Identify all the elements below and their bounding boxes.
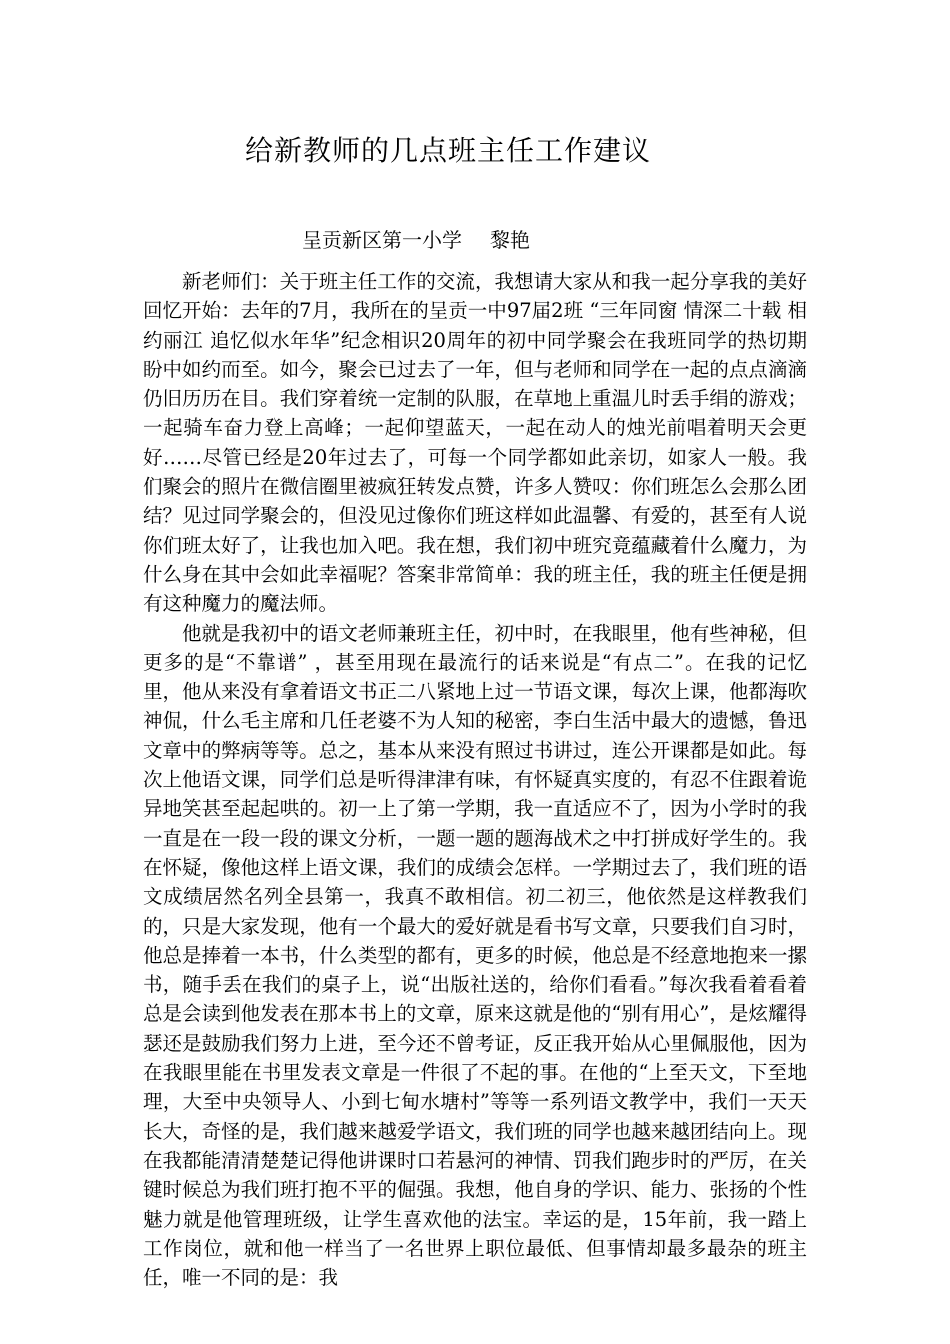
paragraph: 新老师们：关于班主任工作的交流，我想请大家从和我一起分享我的美好回忆开始：去年的7月，我所在的呈贡一中97届2班 “三年同窗 情深二十载 相约丽江 追忆似水年华”纪念相识20周年的初中同学聚会在我班同学的热切期盼中如约而至。如今，聚会已过去了一年，但与老师和同学在一起的点点滴滴仍旧历历在目。我们穿着统一定制的队服，在草地上重温儿时丢手绢的游戏；一起骑车奋力登上高峰；一起仰望蓝天，一起在动人的烛光前唱着明天会更好……尽管已经是20年过去了，可每一个同学都如此亲切，如家人一般。我们聚会的照片在微信圈里被疯狂转发点赞，许多人赞叹：你们班怎么会那么团结？见过同学聚会的，但没见过像你们班这样如此温馨、有爱的，甚至有人说你们班太好了，让我也加入吧。我在想，我们初中班究竟蕴藏着什么魔力，为什么身在其中会如此幸福呢？答案非常简单：我的班主任，我的班主任便是拥有这种魔力的魔法师。: [143, 270, 807, 616]
author-byline: [302, 226, 530, 254]
document-title: 给新教师的几点班主任工作建议: [244, 134, 651, 167]
author-name: 黎艳: [490, 228, 530, 252]
school-name: 呈贡新区第一小学: [302, 228, 462, 252]
paragraph: 他就是我初中的语文老师兼班主任，初中时，在我眼里，他有些神秘，但更多的是“不靠谱” ，甚至用现在最流行的话来说是“有点二”。在我的记忆里，他从来没有拿着语文书正二八紧地上过一节语文课，每次上课，他都海吹神侃，什么毛主席和几任老婆不为人知的秘密，李白生活中最大的遗憾，鲁迅文章中的弊病等等。总之，基本从来没有照过书讲过，连公开课都是如此。每次上他语文课，同学们总是听得津津有味，有怀疑真实度的，有忍不住跟着诡异地笑甚至起起哄的。初一上了第一学期，我一直适应不了，因为小学时的我一直是在一段一段的课文分析，一题一题的题海战术之中打拼成好学生的。我在怀疑，像他这样上语文课，我们的成绩会怎样。一学期过去了，我们班的语文成绩居然名列全县第一，我真不敢相信。初二初三，他依然是这样教我们的，只是大家发现，他有一个最大的爱好就是看书写文章，只要我们自习时，他总是捧着一本书，什么类型的都有，更多的时候，他总是不经意地抱来一摞书，随手丢在我们的桌子上，说“出版社送的，给你们看看。”每次我看着看着总是会读到他发表在那本书上的文章，原来这就是他的“别有用心”，是炫耀得瑟还是鼓励我们努力上进，至今还不曾考证，反正我开始从心里佩服他，因为在我眼里能在书里发表文章是一件很了不起的事。在他的“上至天文，下至地理，大至中央领导人、小到七甸水塘村”等等一系列语文教学中，我们一天天长大，奇怪的是，我们越来越爱学语文，我们班的同学也越来越团结向上。现在我都能清清楚楚记得他讲课时口若悬河的神情、罚我们跑步时的严厉，在关键时候总为我们班打抱不平的倔强。我想，他自身的学识、能力、张扬的个性魅力就是他管理班级，让学生喜欢他的法宝。幸运的是，15年前，我一踏上工作岗位，就和他一样当了一名世界上职位最低、但事情却最多最杂的班主任，唯一不同的是：我: [143, 621, 807, 1290]
document-body: [143, 267, 807, 1292]
